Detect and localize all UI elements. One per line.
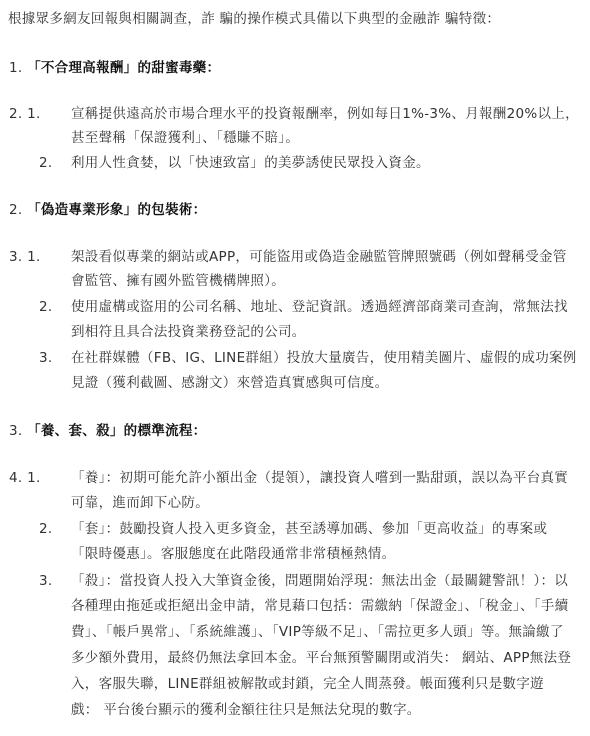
list-item-line: 「限時優惠」。客服態度在此階段通常非常積極熱情。 [71, 546, 396, 562]
intro-paragraph: 根據眾多網友回報與相關調查，詐 騙的操作模式具備以下典型的金融詐 騙特徵： [8, 11, 501, 27]
list-item-line: 戲： 平台後台顯示的獲利金額往往只是無法兌現的數字。 [71, 702, 421, 718]
list-item-line: 「殺」：當投資人投入大筆資金後，問題開始浮現：無法出金（最關鍵警訊！）：以 [71, 573, 569, 589]
list-number: 3. [39, 573, 53, 589]
section-2-heading [9, 200, 206, 220]
list-item-line: 使用虛構或盜用的公司名稱、地址、登記資訊。透過經濟部商業司查詢，常無法找 [71, 299, 568, 315]
section-1-heading [9, 58, 220, 78]
list-item-line: 「養」：初期可能允許小額出金（提領），讓投資人嚐到一點甜頭，誤以為平台真實 [71, 470, 569, 486]
section-number: 1. [9, 60, 23, 76]
list-number: 3. [39, 350, 53, 366]
list-item-line: 見證（獲利截圖、感謝文）來營造真實感與可信度。 [71, 375, 389, 391]
list-item-line: 到相符且具合法投資業務登記的公司。 [71, 324, 306, 340]
list-number: 3. 1. [9, 249, 41, 265]
list-number: 2. [39, 521, 53, 537]
section-number: 2. [9, 202, 23, 218]
section-title: 「偽造專業形象」的包裝術： [27, 202, 207, 218]
list-item-line: 可靠，進而卸下心防。 [71, 495, 209, 511]
list-item-line: 利用人性貪婪，以「快速致富」的美夢誘使民眾投入資金。 [71, 155, 430, 171]
list-item-line: 甚至聲稱「保證獲利」、「穩賺不賠」。 [71, 130, 300, 146]
section-title: 「養、套、殺」的標準流程： [27, 423, 207, 439]
section-title: 「不合理高報酬」的甜蜜毒藥： [27, 60, 221, 76]
list-item-line: 在社群媒體（FB、IG、LINE群組）投放大量廣告，使用精美圖片、虛假的成功案例 [71, 350, 577, 366]
list-number: 2. [39, 155, 53, 171]
list-item-line: 費」、「帳戶異常」、「系統維護」、「VIP等級不足」、「需拉更多人頭」等。無論繳了 [71, 624, 564, 640]
list-item-line: 「套」：鼓勵投資人投入更多資金，甚至誘導加碼、參加「更高收益」的專案或 [71, 521, 548, 537]
list-item-line: 會監管、擁有國外監管機構牌照）。 [71, 273, 286, 289]
list-number: 2. [39, 299, 53, 315]
list-item-line: 各種理由拖延或拒絕出金申請，常見藉口包括：需繳納「保證金」、「稅金」、「手續 [71, 598, 569, 614]
list-item-line: 入，客服失聯，LINE群組被解散或封鎖，完全人間蒸發。帳面獲利只是數字遊 [71, 676, 544, 692]
list-item-line: 宣稱提供遠高於市場合理水平的投資報酬率，例如每日1%-3%、月報酬20%以上， [71, 106, 579, 122]
section-3-heading [9, 421, 206, 441]
section-number: 3. [9, 423, 23, 439]
list-number: 4. 1. [9, 470, 41, 486]
list-item-line: 架設看似專業的網站或APP，可能盜用或偽造金融監管牌照號碼（例如聲稱受金管 [71, 249, 567, 265]
list-number: 2. 1. [9, 106, 41, 122]
list-item-line: 多少額外費用，最終仍無法拿回本金。平台無預警關閉或消失： 網站、APP無法登 [71, 650, 572, 666]
